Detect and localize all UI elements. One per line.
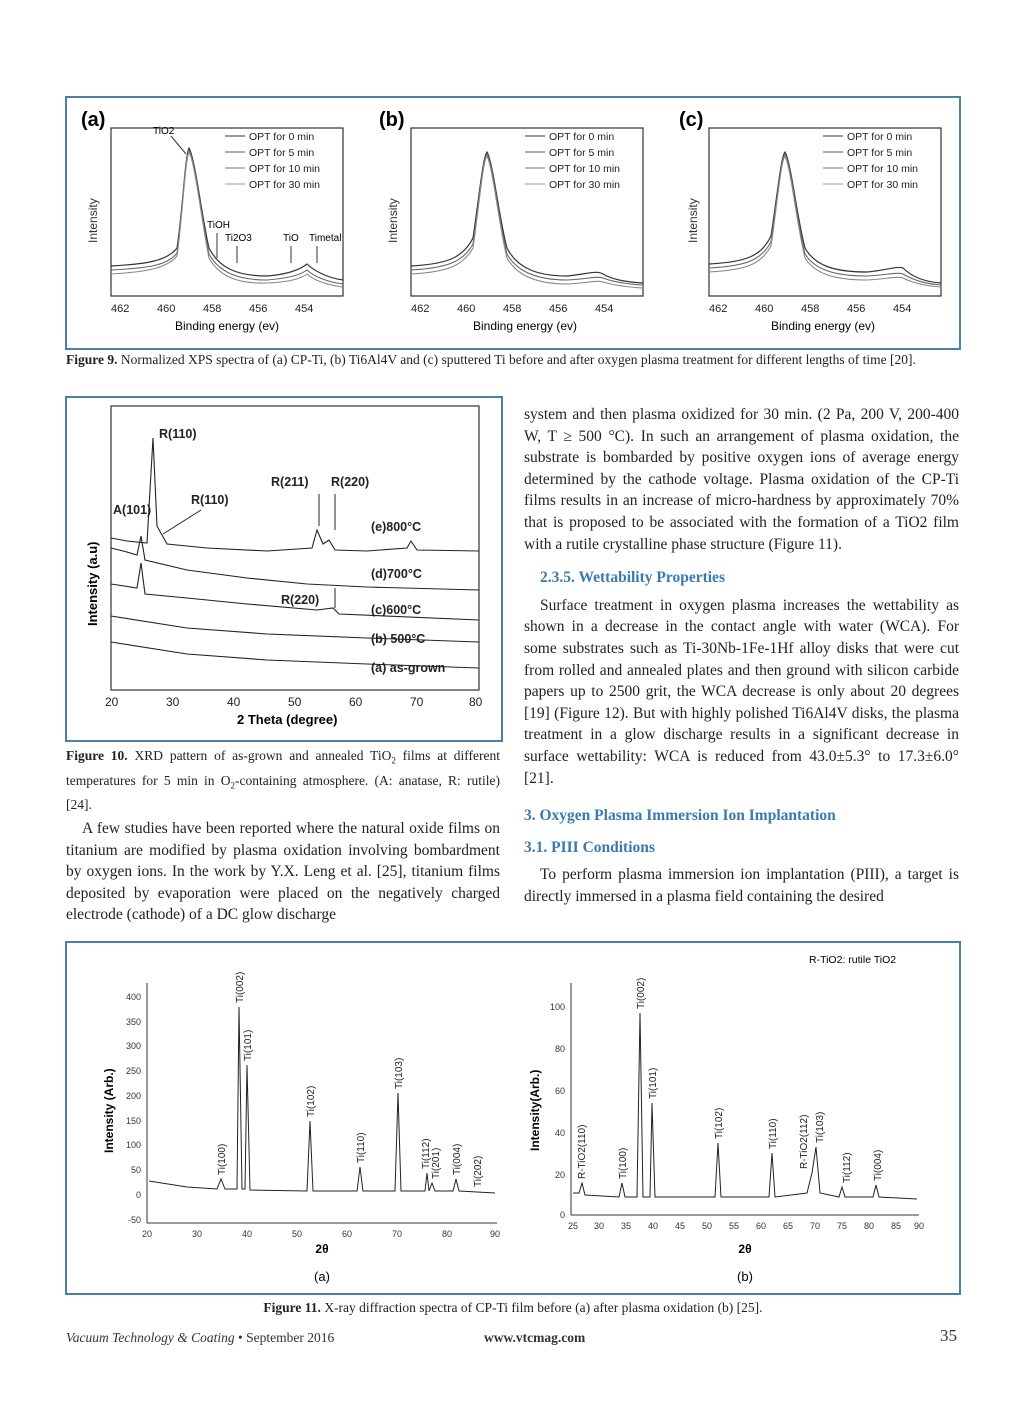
tick-a-458: 458: [203, 303, 222, 315]
figure-11-caption-label: Figure 11.: [263, 1300, 321, 1315]
figure-9-caption: [66, 350, 960, 369]
figure-11: [65, 941, 961, 1295]
ylabel-c: Intensity: [686, 198, 700, 243]
peak-r211: R(211): [271, 475, 309, 489]
fig11a-peak-ti002: Ti(002): [235, 971, 246, 1003]
fig11b-peak-ti004: Ti(004): [873, 1149, 884, 1181]
figure-10-caption: [66, 746, 500, 814]
tick-a-454: 454: [295, 303, 314, 315]
legend-c-3: OPT for 30 min: [847, 179, 918, 191]
xps-panel-c: [679, 109, 941, 333]
figure-10-caption-label: Figure 10.: [66, 748, 128, 763]
peak-r110: R(110): [191, 493, 229, 507]
fig11b-xtick-40: 40: [647, 1221, 659, 1231]
figure-10-caption-p1: XRD pattern of as-grown and annealed TiO: [127, 748, 392, 763]
fig11b-peak-ti103: Ti(103): [815, 1111, 826, 1143]
peak-r220: R(220): [331, 475, 370, 489]
annot-tioh: TiOH: [207, 220, 230, 231]
tick-b-458: 458: [503, 303, 522, 315]
xlabel-b: Binding energy (ev): [473, 319, 578, 333]
xps-panel-b: [379, 109, 643, 333]
figure-10-caption-sub2: 2: [230, 780, 236, 791]
figure-10-caption-p2: films at different temperatures for 5 min in O: [66, 748, 500, 788]
section-heading-wettability: 2.3.5. Wettability Properties: [540, 569, 725, 587]
fig11a-xtick-90: 90: [489, 1229, 501, 1239]
fig10-xtick-50: 50: [288, 695, 302, 709]
xps-panel-a: [81, 109, 343, 333]
tick-b-462: 462: [411, 303, 430, 315]
legend-b-1: OPT for 5 min: [549, 147, 615, 159]
annot-timetal: Timetal: [309, 233, 342, 244]
tick-a-462: 462: [111, 303, 130, 315]
fig11b-legend: R-TiO2: rutile TiO2: [809, 954, 897, 966]
footer-url[interactable]: www.vtcmag.com: [484, 1330, 586, 1345]
fig11b-ytick-20: 20: [554, 1170, 565, 1180]
peak-r220b: R(220): [281, 593, 320, 607]
tick-a-456: 456: [249, 303, 268, 315]
fig10-xtick-40: 40: [227, 695, 241, 709]
figure-9-graphic: [67, 98, 959, 348]
tick-c-458: 458: [801, 303, 820, 315]
fig11b-peak-ti002: Ti(002): [636, 977, 647, 1009]
fig11b-ytick-0: 0: [559, 1210, 565, 1220]
fig11a-peak-ti202: Ti(202): [473, 1155, 484, 1187]
fig11b-peak-ti110: Ti(110): [768, 1118, 779, 1149]
fig10-xtick-30: 30: [166, 695, 180, 709]
fig11a-xtick-20: 20: [141, 1229, 153, 1239]
fig11b-xtick-30: 30: [593, 1221, 605, 1231]
xrd-panel-a: [102, 972, 500, 1284]
fig11a-ytick-250: 250: [125, 1066, 141, 1076]
fig11a-peak-ti101: Ti(101): [243, 1029, 254, 1061]
legend-c-2: OPT for 10 min: [847, 163, 918, 175]
figure-10: [65, 396, 503, 742]
fig11b-panel: (b): [737, 1269, 753, 1284]
fig11a-ytick-400: 400: [125, 992, 141, 1002]
fig11a-ylabel: Intensity (Arb.): [102, 1068, 116, 1153]
fig11b-ylabel: Intensity(Arb.): [528, 1069, 542, 1151]
legend-a-0: OPT for 0 min: [249, 131, 315, 143]
fig11b-xtick-80: 80: [863, 1221, 875, 1231]
annot-tio2: TiO2: [153, 126, 175, 137]
figure-10-graphic: [67, 398, 501, 740]
fig11a-xtick-30: 30: [191, 1229, 203, 1239]
legend-b-2: OPT for 10 min: [549, 163, 620, 175]
fig11a-ytick-50: 50: [130, 1165, 141, 1175]
fig11a-xtick-60: 60: [341, 1229, 353, 1239]
fig11b-ytick-100: 100: [549, 1002, 565, 1012]
fig11b-xtick-70: 70: [809, 1221, 821, 1231]
tick-b-456: 456: [549, 303, 568, 315]
tick-c-454: 454: [893, 303, 912, 315]
fig11b-peak-ti100: Ti(100): [618, 1147, 629, 1179]
right-column: [524, 404, 959, 907]
curve-label-c: (c)600°C: [371, 603, 422, 617]
xlabel-a: Binding energy (ev): [175, 319, 280, 333]
tick-b-454: 454: [595, 303, 614, 315]
fig10-xtick-70: 70: [410, 695, 424, 709]
fig11b-xtick-75: 75: [836, 1221, 848, 1231]
tick-c-460: 460: [755, 303, 774, 315]
right-paragraph-2: Surface treatment in oxygen plasma increases the wettability as shown in a decrease in the contact angle with water (WCA). For some substrates such as Ti-30Nb-1Fe-1Hf alloy disks that were cut from rolled and annealed plates and then ground with silicon carbide papers up to 2500 grit, the WCA decrease is only about 20 degrees [19] (Figure 12). But with highly polished Ti6Al4V disks, the plasma treatment in a glow discharge results in a significant decrease in surface wettability: WCA is reduced from 43.0±5.3° to 17.3±6.0° [21].: [524, 596, 959, 787]
fig11b-xlabel: 2θ: [738, 1242, 752, 1256]
footer-journal: [66, 1330, 334, 1346]
panel-label-a: (a): [81, 109, 106, 131]
tick-c-456: 456: [847, 303, 866, 315]
fig11b-xtick-45: 45: [674, 1221, 686, 1231]
fig11b-peak-rtio2-112: R-TiO2(112): [799, 1114, 810, 1169]
legend-b-0: OPT for 0 min: [549, 131, 615, 143]
fig11a-xlabel: 2θ: [315, 1242, 329, 1256]
fig11a-ytick-350: 350: [125, 1017, 141, 1027]
fig11b-peak-rtio2-110: R-TiO2(110): [577, 1124, 588, 1179]
fig10-xlabel: 2 Theta (degree): [237, 712, 338, 727]
fig11b-xtick-55: 55: [728, 1221, 740, 1231]
figure-10-caption-p3: -containing atmosphere. (A: anatase, R: rutile) [24].: [66, 772, 500, 813]
legend-a-1: OPT for 5 min: [249, 147, 315, 159]
tick-c-462: 462: [709, 303, 728, 315]
right-paragraph-1: system and then plasma oxidized for 30 min. (2 Pa, 200 V, 200-400 W, T ≥ 500 °C). In such an arrangement of plasma oxidation, the substrate is bombarded by positive oxygen ions of average energy determined by the cathode voltage. Plasma oxidation of the CP-Ti films results in an increase of micro-hardness by approximately 70% that is proposed to be associated with the formation of a TiO2 film with a rutile crystalline phase structure (Figure 11).: [524, 406, 959, 553]
left-paragraph-1: A few studies have been reported where the natural oxide films on titanium are modified by plasma oxidation involving bombardment by oxygen ions. In the work by Y.X. Leng et al. [25], titanium films deposited by evaporation were placed on the negatively charged electrode (cathode) of a DC glow discharge: [66, 820, 500, 924]
figure-11-caption-text: X-ray diffraction spectra of CP-Ti film before (a) after plasma oxidation (b) [25].: [320, 1300, 763, 1315]
left-column: [66, 818, 500, 926]
fig11a-panel: (a): [314, 1269, 330, 1284]
section-heading-3: 3. Oxygen Plasma Immersion Ion Implantation: [524, 807, 836, 825]
legend-a-2: OPT for 10 min: [249, 163, 320, 175]
annot-tio: TiO: [283, 233, 299, 244]
fig11a-xtick-40: 40: [241, 1229, 253, 1239]
fig11a-ytick-100: 100: [125, 1140, 141, 1150]
fig11a-xtick-50: 50: [291, 1229, 303, 1239]
fig11b-peak-ti102: Ti(102): [714, 1107, 725, 1139]
page-number: 35: [940, 1326, 957, 1345]
fig10-xtick-80: 80: [469, 695, 483, 709]
xrd-panel-b: [528, 954, 924, 1284]
fig10-xtick-60: 60: [349, 695, 363, 709]
fig11a-peak-ti103: Ti(103): [394, 1057, 405, 1089]
ylabel-a: Intensity: [86, 198, 100, 243]
fig11a-ytick-150: 150: [125, 1116, 141, 1126]
footer-journal-name: Vacuum Technology & Coating: [66, 1330, 235, 1345]
fig11b-xtick-50: 50: [701, 1221, 713, 1231]
footer-date: September 2016: [246, 1330, 335, 1345]
figure-11-graphic: [67, 943, 959, 1293]
figure-9: [65, 96, 961, 350]
tick-a-460: 460: [157, 303, 176, 315]
fig11a-ytick-neg50: -50: [127, 1215, 141, 1225]
fig11b-peak-ti112: Ti(112): [842, 1152, 853, 1183]
fig11a-xtick-70: 70: [391, 1229, 403, 1239]
ylabel-b: Intensity: [386, 198, 400, 243]
panel-label-b: (b): [379, 109, 405, 131]
annot-ti2o3: Ti2O3: [225, 233, 252, 244]
figure-9-caption-text: Normalized XPS spectra of (a) CP-Ti, (b) Ti6Al4V and (c) sputtered Ti before and after oxygen plasma treatment for different lengths of time [20].: [117, 352, 916, 367]
section-heading-3-1: 3.1. PIII Conditions: [524, 838, 655, 856]
fig11a-ytick-200: 200: [125, 1091, 141, 1101]
peak-r110-top: R(110): [159, 427, 197, 441]
curve-label-e: (e)800°C: [371, 520, 422, 534]
fig11a-ytick-300: 300: [125, 1041, 141, 1051]
fig11b-xtick-25: 25: [567, 1221, 579, 1231]
fig11a-peak-ti004: Ti(004): [452, 1143, 463, 1175]
fig11b-xtick-90: 90: [913, 1221, 925, 1231]
fig11a-ytick-0: 0: [135, 1190, 141, 1200]
fig11b-xtick-60: 60: [755, 1221, 767, 1231]
fig10-ylabel: Intensity (a.u): [85, 541, 100, 626]
fig11a-peak-ti100: Ti(100): [217, 1143, 228, 1175]
figure-10-caption-sub1: 2: [391, 755, 396, 766]
fig11b-ytick-80: 80: [554, 1044, 565, 1054]
panel-label-c: (c): [679, 109, 704, 131]
curve-label-b: (b) 500°C: [371, 632, 426, 646]
fig11b-xtick-35: 35: [620, 1221, 632, 1231]
fig11a-peak-ti112: Ti(112): [421, 1138, 432, 1169]
fig11b-peak-ti101: Ti(101): [648, 1067, 659, 1099]
fig10-xtick-20: 20: [105, 695, 119, 709]
fig11a-xtick-80: 80: [441, 1229, 453, 1239]
tick-b-460: 460: [457, 303, 476, 315]
curve-label-a: (a) as-grown: [371, 661, 446, 675]
fig11b-ytick-40: 40: [554, 1128, 565, 1138]
legend-b-3: OPT for 30 min: [549, 179, 620, 191]
fig11b-xtick-65: 65: [782, 1221, 794, 1231]
fig11a-peak-ti110: Ti(110): [356, 1132, 367, 1163]
peak-a101: A(101): [113, 503, 152, 517]
legend-c-1: OPT for 5 min: [847, 147, 913, 159]
fig11b-xtick-85: 85: [890, 1221, 902, 1231]
right-paragraph-3: To perform plasma immersion ion implantation (PIII), a target is directly immersed in a plasma field containing the desired: [524, 866, 959, 905]
legend-c-0: OPT for 0 min: [847, 131, 913, 143]
fig11b-ytick-60: 60: [554, 1086, 565, 1096]
xlabel-c: Binding energy (ev): [771, 319, 876, 333]
figure-11-caption: [66, 1298, 960, 1317]
fig11a-peak-ti201: Ti(201): [431, 1147, 442, 1179]
legend-a-3: OPT for 30 min: [249, 179, 320, 191]
fig11a-peak-ti102: Ti(102): [306, 1085, 317, 1117]
figure-9-caption-label: Figure 9.: [66, 352, 118, 367]
curve-label-d: (d)700°C: [371, 567, 422, 581]
footer-bullet: •: [238, 1330, 243, 1345]
